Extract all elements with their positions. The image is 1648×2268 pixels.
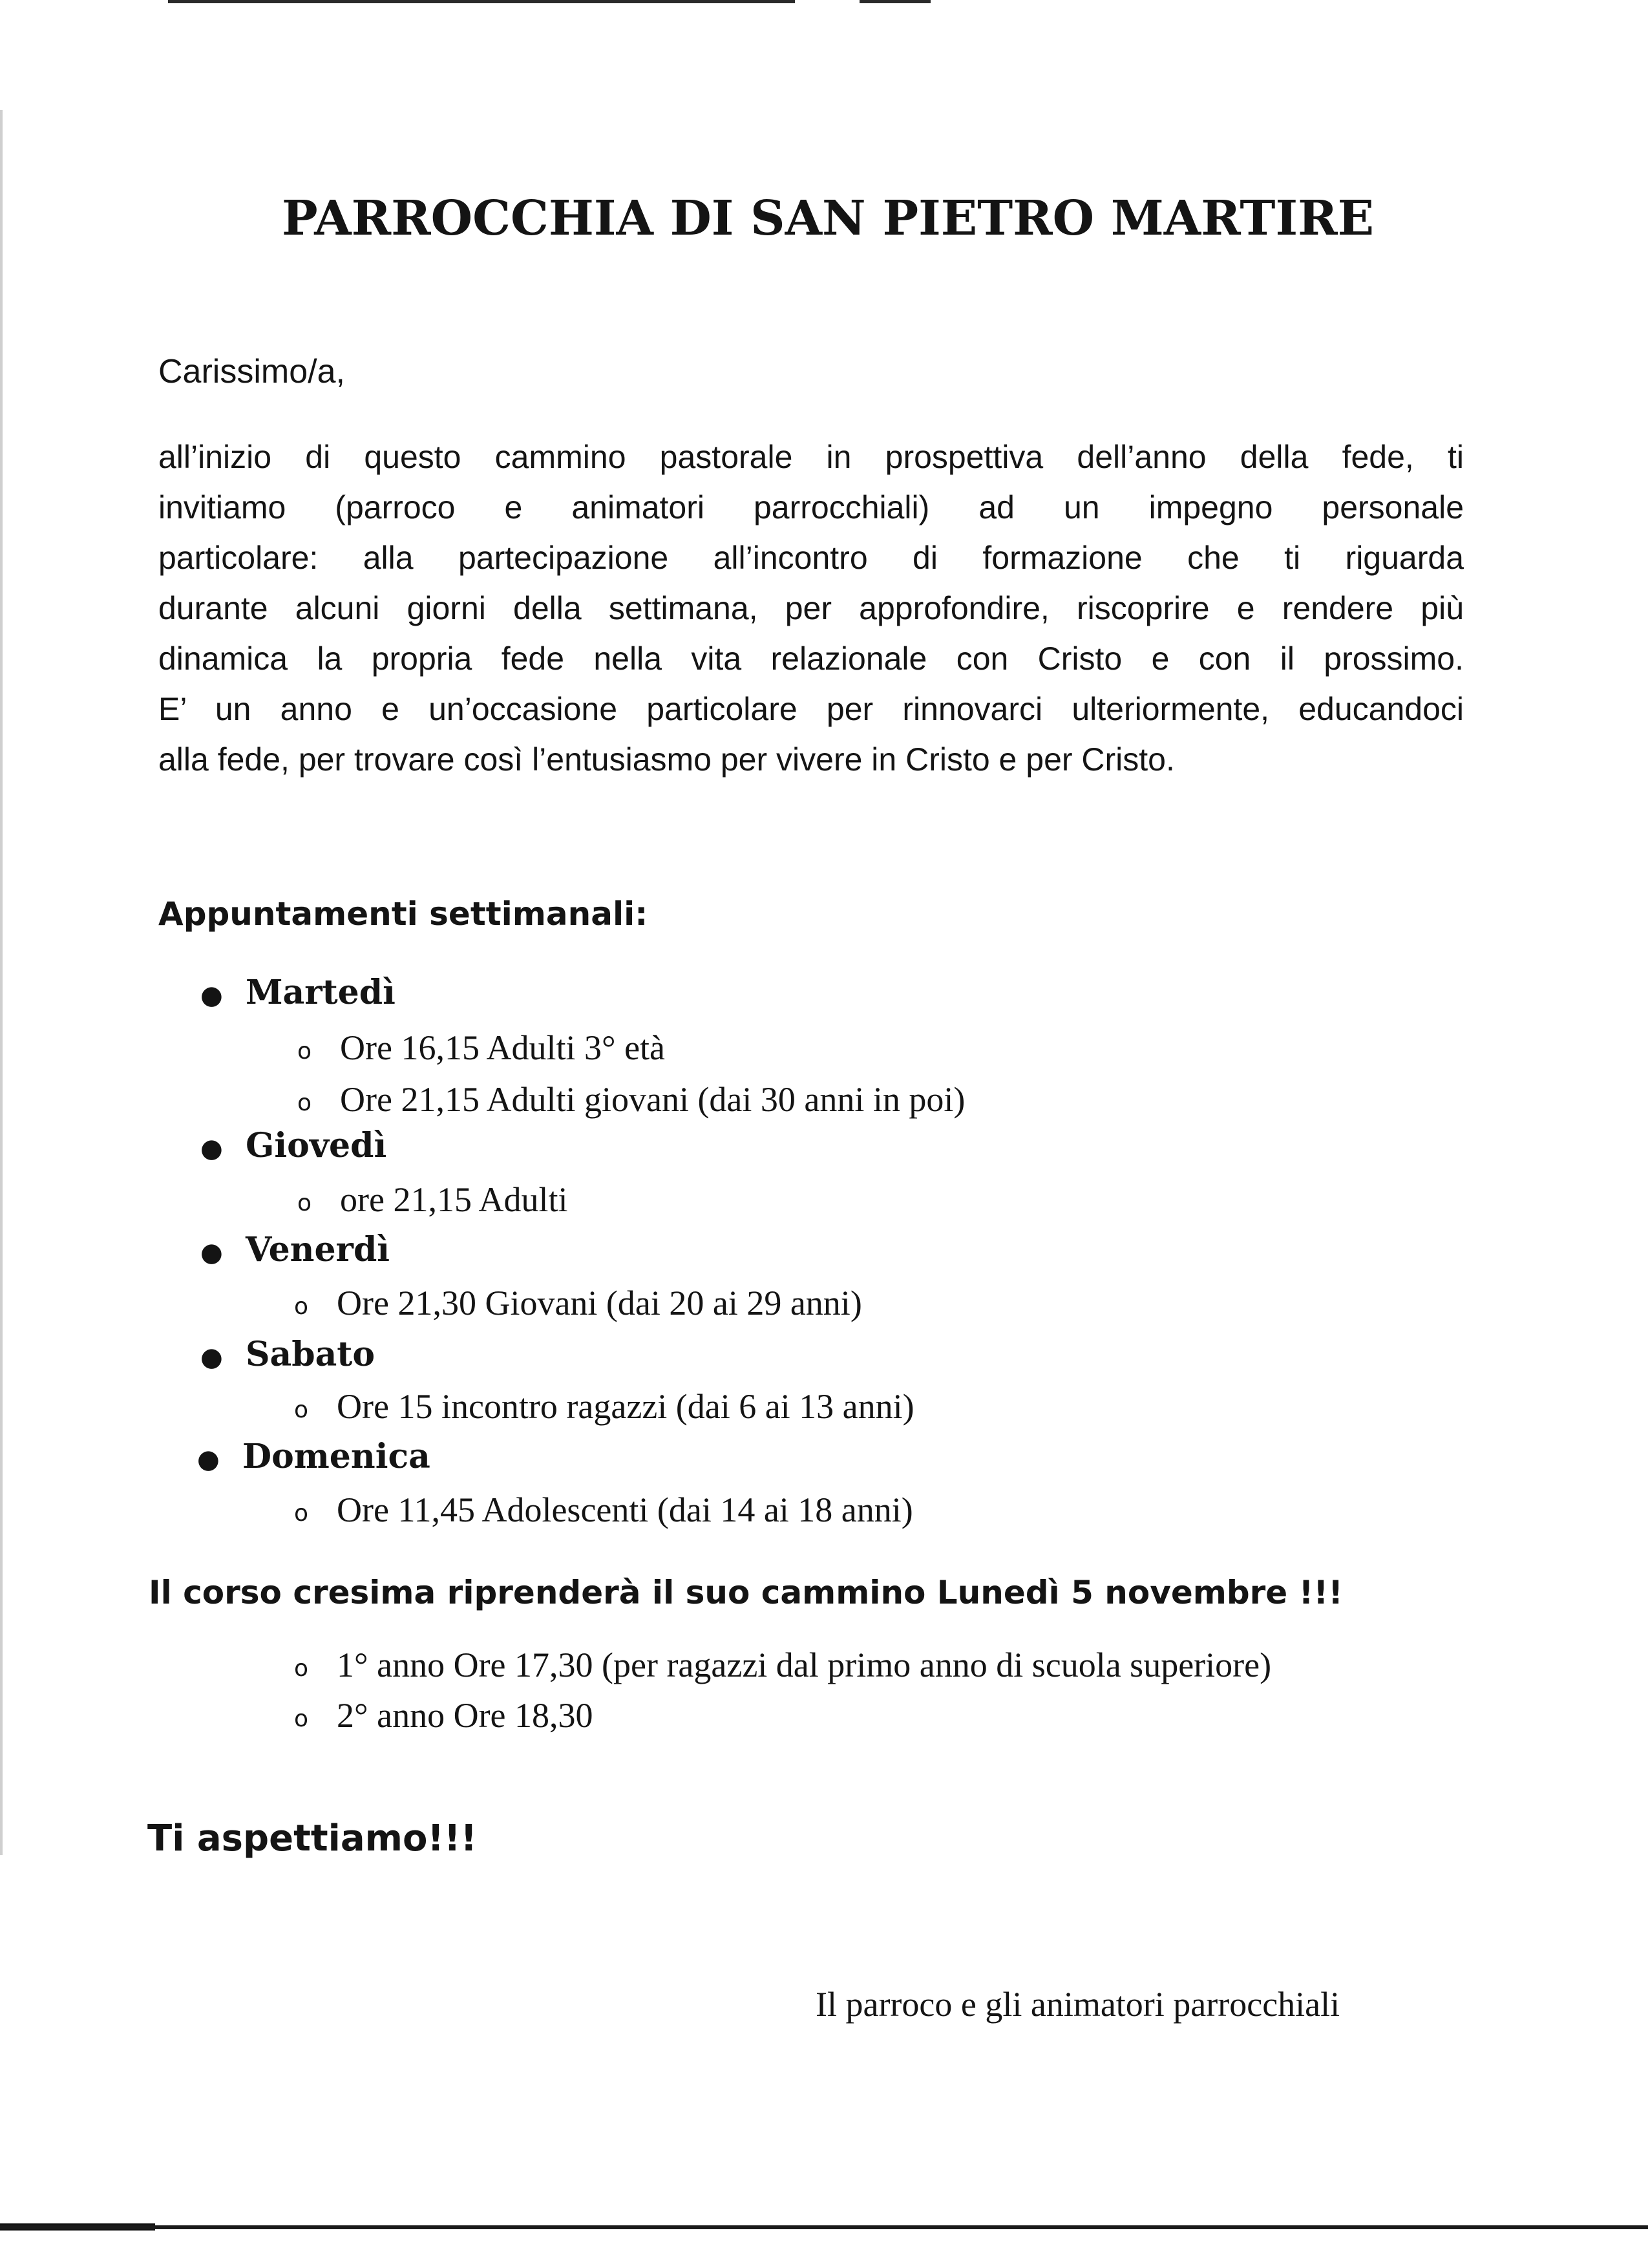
day-label: Domenica [242, 1437, 430, 1476]
intro-line: alla fede, per trovare così l’entusiasmo per vivere in Cristo e per Cristo. [158, 741, 1175, 778]
schedule-slot [297, 1028, 665, 1068]
slot-label: Ore 16,15 Adulti 3° età [340, 1028, 666, 1067]
intro-line: dinamica la propria fede nella vita relazionale con Cristo e con il prossimo. [158, 641, 1464, 677]
schedule-slot [294, 1386, 914, 1426]
circle-bullet-icon: o [294, 1397, 309, 1424]
schedule-slot [297, 1180, 567, 1220]
circle-bullet-icon: o [294, 1293, 309, 1320]
schedule-day [200, 973, 396, 1012]
slot-label: 1° anno Ore 17,30 (per ragazzi dal primo anno di scuola superiore) [337, 1646, 1272, 1684]
intro-line: E’ un anno e un’occasione particolare per rinnovarci ulteriormente, educandoci [158, 691, 1464, 727]
intro-line: durante alcuni giorni della settimana, per approfondire, riscoprire e rendere più [158, 590, 1464, 626]
schedule-day [200, 1230, 390, 1269]
schedule-slot [294, 1283, 862, 1323]
bullet-icon: ● [200, 1342, 223, 1372]
intro-line: invitiamo (parroco e animatori parrocchiali) ad un impegno personale [158, 489, 1464, 525]
bullet-icon: ● [200, 1237, 223, 1267]
intro-line: particolare: alla partecipazione all’incontro di formazione che ti riguarda [158, 540, 1464, 576]
day-label: Giovedì [246, 1126, 387, 1165]
schedule-day [200, 1126, 386, 1165]
circle-bullet-icon: o [297, 1038, 312, 1065]
schedule-day [197, 1437, 430, 1476]
slot-label: Ore 15 incontro ragazzi (dai 6 ai 13 anni) [337, 1387, 914, 1426]
intro-line: all’inizio di questo cammino pastorale in prospettiva dell’anno della fede, ti [158, 439, 1464, 475]
schedule-day [200, 1335, 375, 1374]
day-label: Venerdì [246, 1230, 390, 1269]
schedule-slot [294, 1490, 913, 1530]
circle-bullet-icon: o [297, 1090, 312, 1117]
greeting: Carissimo/a, [158, 353, 345, 390]
closing-line: Ti aspettiamo!!! [147, 1818, 478, 1860]
day-label: Martedì [246, 973, 396, 1012]
circle-bullet-icon: o [294, 1655, 309, 1682]
circle-bullet-icon: o [294, 1706, 309, 1733]
slot-label: ore 21,15 Adulti [340, 1180, 568, 1219]
bullet-icon: ● [200, 1133, 223, 1163]
schedule-slot [297, 1079, 965, 1119]
cresima-notice: Il corso cresima riprenderà il suo cammino Lunedì 5 novembre !!! [149, 1574, 1344, 1611]
slot-label: Ore 11,45 Adolescenti (dai 14 ai 18 anni) [337, 1490, 913, 1529]
cresima-slot [294, 1695, 593, 1735]
slot-label: Ore 21,15 Adulti giovani (dai 30 anni in poi) [340, 1080, 966, 1119]
cresima-slot [294, 1645, 1271, 1685]
schedule-heading: Appuntamenti settimanali: [158, 895, 648, 933]
circle-bullet-icon: o [294, 1500, 309, 1527]
slot-label: 2° anno Ore 18,30 [337, 1696, 593, 1735]
bullet-icon: ● [197, 1444, 220, 1474]
circle-bullet-icon: o [297, 1190, 312, 1217]
signature: Il parroco e gli animatori parrocchiali [816, 1985, 1340, 2024]
bullet-icon: ● [200, 980, 223, 1010]
document-title: PARROCCHIA DI SAN PIETRO MARTIRE [282, 191, 1375, 246]
slot-label: Ore 21,30 Giovani (dai 20 ai 29 anni) [337, 1284, 862, 1322]
day-label: Sabato [246, 1335, 375, 1374]
